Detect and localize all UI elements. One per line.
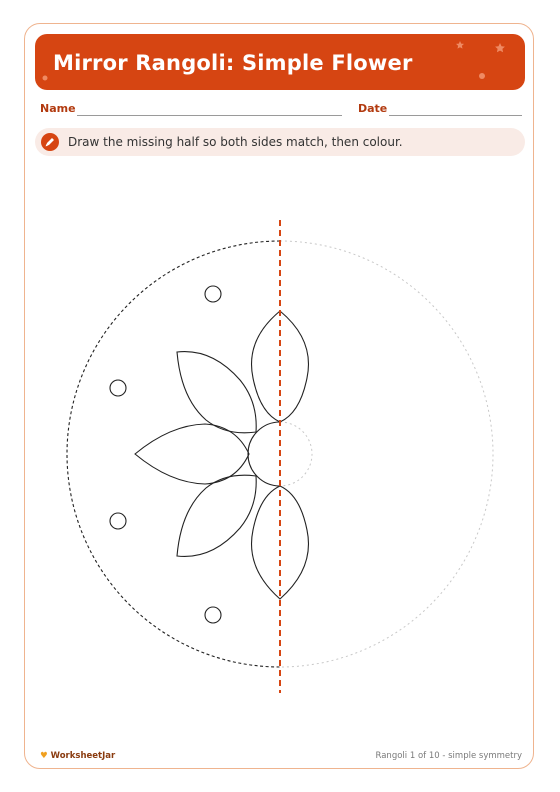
decor-dot xyxy=(205,286,221,302)
decor-dot xyxy=(110,380,126,396)
date-label: Date xyxy=(358,102,388,115)
centre-circle-right-half xyxy=(280,422,312,486)
worksheet-title: Mirror Rangoli: Simple Flower xyxy=(53,51,413,75)
footer-brand xyxy=(40,751,115,761)
petal-left xyxy=(135,424,249,484)
footer-page-info: Rangoli 1 of 10 - simple symmetry xyxy=(375,751,522,761)
footer-brand-text: WorksheetJar xyxy=(50,751,116,761)
centre-circle-left-half xyxy=(248,422,280,486)
instruction-text: Draw the missing half so both sides match, then colour. xyxy=(68,135,403,149)
name-label: Name xyxy=(40,102,76,115)
heart-icon: ♥ xyxy=(40,751,48,761)
petal-upper-left xyxy=(177,352,256,433)
decor-dot xyxy=(110,513,126,529)
decor-dot xyxy=(205,607,221,623)
petal-lower-left xyxy=(177,475,256,556)
